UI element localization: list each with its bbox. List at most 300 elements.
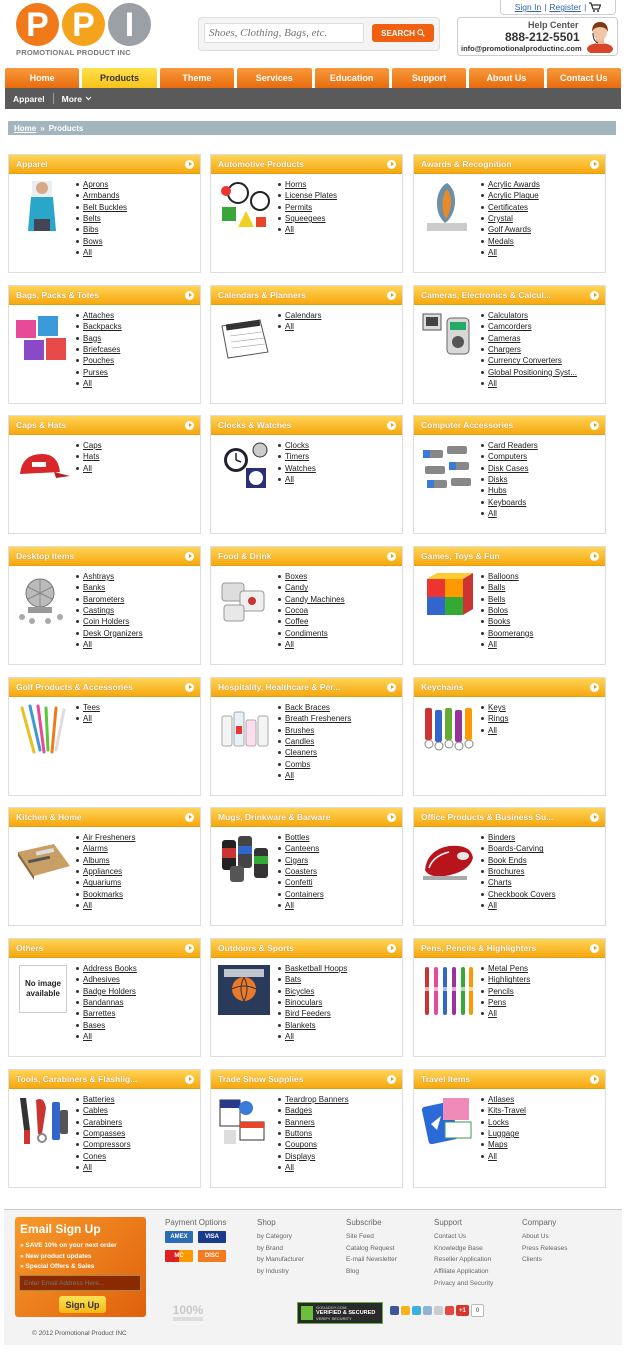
product-thumbnail-image[interactable] [216,702,272,756]
product-thumbnail-image[interactable] [14,179,70,233]
category-link-item [76,1105,131,1116]
subcategory-link[interactable]: Adhesives [83,975,120,985]
subcategory-link[interactable]: Hubs [488,486,507,496]
category-header[interactable] [211,678,402,697]
view-all-link[interactable]: All [285,901,294,911]
subcategory-link[interactable]: Golf Awards [488,225,531,235]
subcategory-link[interactable]: Backpacks [83,322,122,332]
subcategory-link[interactable]: Purses [83,367,108,377]
category-title: Pens, Pencils & Highlighters [421,943,537,953]
subcategory-link[interactable]: Compressors [83,1140,131,1150]
logo-letter-p2: P [62,3,105,46]
product-thumbnail-image[interactable] [419,832,475,886]
subcategory-link[interactable]: Rings [488,714,509,724]
category-link-list [481,702,508,736]
subcategory-link[interactable]: Disks [488,475,508,485]
subcategory-link[interactable]: Balls [488,583,506,593]
subcategory-link[interactable]: Calculators [488,311,529,320]
category-link-item [76,605,143,616]
subcategory-link[interactable]: Containers [285,889,324,899]
category-header[interactable] [211,1070,402,1089]
tab-support[interactable]: Support [392,68,466,88]
arrow-right-icon[interactable] [387,421,396,430]
arrow-right-icon[interactable] [185,160,194,169]
subcategory-link[interactable]: Bolos [488,606,509,616]
view-all-link[interactable]: All [488,1009,497,1019]
category-header[interactable] [414,547,605,566]
category-food-drink [210,546,403,665]
product-thumbnail-image[interactable] [14,440,70,494]
subcategory-link[interactable]: Candy Machines [285,594,345,604]
subcategory-link[interactable]: Chargers [488,345,521,355]
subcategory-link[interactable]: Currency Converters [488,356,562,366]
footer-link[interactable]: Clients [522,1256,542,1264]
signup-benefits [20,1241,117,1273]
subcategory-link[interactable]: Breath Fresheners [285,714,352,724]
product-thumbnail-image[interactable] [419,179,475,233]
subcategory-link[interactable]: Carabiners [83,1117,123,1127]
view-all-link[interactable]: All [285,322,294,332]
subcategory-link[interactable]: Confetti [285,878,313,888]
category-header[interactable] [211,155,402,174]
category-header[interactable] [414,286,605,305]
subcategory-link[interactable]: Barometers [83,594,125,604]
category-header[interactable] [9,155,200,174]
subcategory-link[interactable]: Squeegees [285,214,326,224]
subcategory-link[interactable]: Aprons [83,180,109,189]
view-all-link[interactable]: All [488,640,497,650]
footer-link[interactable]: Blog [346,1268,360,1276]
subcategory-link[interactable]: Certificates [488,202,529,212]
category-title: Keychains [421,682,464,692]
subcategory-link[interactable]: Teardrop Banners [285,1095,349,1104]
godaddy-verified-badge[interactable] [297,1302,383,1324]
subcategory-link[interactable]: Timers [285,452,310,462]
subcategory-link[interactable]: Cameras [488,333,521,343]
category-pens-pencils-highlighters [413,938,606,1057]
subcategory-link[interactable]: Kits-Travel [488,1106,526,1116]
category-link-item [481,355,577,366]
subcategory-link[interactable]: Acrylic Plaque [488,191,539,201]
view-all-link[interactable]: All [83,463,92,473]
view-all-link[interactable]: All [83,248,92,258]
breadcrumb-home[interactable]: Home [14,123,37,133]
category-title: Travel Items [421,1074,471,1084]
category-link-item [76,974,137,985]
subcategory-link[interactable]: Pencils [488,986,514,996]
email-share-icon[interactable] [423,1306,432,1315]
view-all-link[interactable]: All [285,1163,294,1173]
subcategory-link[interactable]: Boards-Carving [488,844,544,854]
category-link-item [76,179,127,190]
subcategory-link[interactable]: Bottles [285,833,310,842]
arrow-right-icon[interactable] [387,944,396,953]
arrow-right-icon[interactable] [387,1075,396,1084]
toplinks-separator: | [544,2,547,12]
category-header[interactable] [211,416,402,435]
subcategory-link[interactable]: Card Readers [488,441,538,450]
subcategory-link[interactable]: Basketball Hoops [285,964,348,973]
view-all-link[interactable]: All [285,1032,294,1042]
subcategory-link[interactable]: Pens [488,998,507,1008]
footer-link[interactable]: Press Releases [522,1244,568,1252]
product-thumbnail-image[interactable] [216,179,272,233]
subcategory-link[interactable]: Belt Buckles [83,202,128,212]
category-link-item [76,616,143,627]
category-title: Food & Drink [218,551,272,561]
product-thumbnail-image[interactable] [14,702,70,756]
subcategory-link[interactable]: Canteens [285,844,320,854]
subcategory-link[interactable]: Calendars [285,311,322,320]
category-link-item [481,247,540,258]
subcategory-link[interactable]: Candy [285,583,309,593]
subcategory-link[interactable]: Permits [285,202,313,212]
category-header[interactable] [211,808,402,827]
subcategory-link[interactable]: Checkbook Covers [488,889,556,899]
arrow-right-icon[interactable] [387,552,396,561]
category-header[interactable] [9,939,200,958]
email-field[interactable] [19,1275,141,1291]
subcategory-link[interactable]: Bells [488,594,506,604]
category-link-item [481,202,540,213]
category-link-item [76,594,143,605]
subcategory-link[interactable]: Horns [285,180,307,189]
category-link-item [481,1128,526,1139]
subcategory-link[interactable]: Balloons [488,572,519,581]
footer-link[interactable]: Contact Us [434,1233,467,1240]
facebook-icon[interactable] [390,1306,399,1315]
category-hospitality-healthcare-per [210,677,403,796]
subcategory-link[interactable]: Luggage [488,1129,520,1139]
footer-link[interactable]: by Brand [257,1244,284,1252]
subcategory-link[interactable]: Crystal [488,214,513,224]
category-header[interactable] [9,678,200,697]
subcategory-link[interactable]: Displays [285,1151,316,1161]
subcategory-link[interactable]: Blankets [285,1020,316,1030]
footer-link[interactable]: by Category [257,1233,293,1240]
category-link-item [278,582,345,593]
subcategory-link[interactable]: Computers [488,452,528,462]
view-all-link[interactable]: All [83,714,92,724]
tab-contact-us[interactable]: Contact Us [547,68,621,88]
footer-link[interactable]: Privacy and Security [434,1279,494,1287]
arrow-right-icon[interactable] [590,291,599,300]
arrow-right-icon[interactable] [590,944,599,953]
help-email[interactable]: info@promotionalproductinc.com [461,44,582,53]
subcategory-link[interactable]: Disk Cases [488,463,529,473]
view-all-link[interactable]: All [488,509,497,519]
subcategory-link[interactable]: Desk Organizers [83,628,143,638]
subcategory-link[interactable]: Book Ends [488,855,527,865]
category-link-item [481,367,577,378]
subcategory-link[interactable]: Atlases [488,1095,515,1104]
tab-education[interactable]: Education [315,68,389,88]
category-link-item [76,224,127,235]
subcategory-link[interactable]: Bows [83,236,103,246]
arrow-right-icon[interactable] [387,683,396,692]
subcategory-link[interactable]: Clocks [285,441,310,450]
print-icon[interactable] [434,1306,443,1315]
subcategory-link[interactable]: Keyboards [488,497,527,507]
product-thumbnail-image[interactable] [419,702,475,756]
arrow-right-icon[interactable] [185,421,194,430]
category-link-item [76,310,122,321]
arrow-right-icon[interactable] [590,421,599,430]
category-header[interactable] [211,939,402,958]
subcategory-link[interactable]: Bibs [83,225,99,235]
subcategory-link[interactable]: Watches [285,463,316,473]
subcategory-link[interactable]: Buttons [285,1129,313,1139]
subcategory-link[interactable]: Caps [83,441,102,450]
twitter-icon[interactable] [412,1306,421,1315]
subcategory-link[interactable]: Brushes [285,725,315,735]
arrow-right-icon[interactable] [387,160,396,169]
subcategory-link[interactable]: Cones [83,1151,107,1161]
arrow-right-icon[interactable] [387,813,396,822]
subcategory-link[interactable]: Barrettes [83,1009,116,1019]
view-all-link[interactable]: All [83,901,92,911]
subcategory-link[interactable]: Candles [285,737,315,747]
subcategory-link[interactable]: Brochures [488,867,525,877]
arrow-right-icon[interactable] [185,1075,194,1084]
arrow-right-icon[interactable] [387,291,396,300]
subcategory-link[interactable]: Boomerangs [488,628,534,638]
category-header[interactable] [414,808,605,827]
product-thumbnail-image[interactable] [216,571,272,625]
subcategory-link[interactable]: Condiments [285,628,328,638]
subcategory-link[interactable]: Banners [285,1117,315,1127]
tab-services[interactable]: Services [237,68,311,88]
subcategory-link[interactable]: Coin Holders [83,617,130,627]
view-all-link[interactable]: All [83,640,92,650]
subcategory-link[interactable]: Bicycles [285,986,315,996]
category-header[interactable] [211,286,402,305]
category-link-item [278,1008,347,1019]
tab-theme[interactable]: Theme [160,68,234,88]
category-header[interactable] [9,547,200,566]
category-link-item [481,986,530,997]
sign-up-button[interactable]: Sign Up [59,1296,106,1313]
tab-products[interactable]: Products [82,68,156,88]
category-link-item [76,1117,131,1128]
category-header[interactable] [9,416,200,435]
subcategory-link[interactable]: Cleaners [285,748,318,758]
subcategory-link[interactable]: Air Fresheners [83,833,136,842]
arrow-right-icon[interactable] [185,683,194,692]
product-thumbnail-image[interactable] [216,1094,272,1148]
subcategory-link[interactable]: Coasters [285,867,318,877]
subcategory-link[interactable]: Global Positioning Syst... [488,367,577,377]
product-thumbnail-image[interactable] [419,571,475,625]
footer-link[interactable]: by Industry [257,1268,289,1276]
view-all-link[interactable]: All [83,1163,92,1173]
category-link-list [278,702,351,781]
category-title: Caps & Hats [16,420,67,430]
subcategory-link[interactable]: Highlighters [488,975,531,985]
subcategory-link[interactable]: Cigars [285,855,309,865]
product-thumbnail-image[interactable] [216,963,272,1017]
product-thumbnail-image[interactable] [14,1094,70,1148]
subcategory-link[interactable]: Back Braces [285,703,330,712]
share-count: 0 [471,1304,484,1317]
arrow-right-icon[interactable] [185,813,194,822]
view-all-link[interactable]: All [83,1032,92,1042]
category-header[interactable] [414,1070,605,1089]
subcategory-link[interactable]: Pouches [83,356,115,366]
subcategory-link[interactable]: Acrylic Awards [488,180,540,189]
category-link-item [278,463,316,474]
category-title: Awards & Recognition [421,159,512,169]
share-plus-icon[interactable] [445,1306,454,1315]
view-all-link[interactable]: All [488,901,497,911]
footer-link[interactable]: About Us [522,1233,549,1240]
google-plus-one-button[interactable]: +1 [456,1305,469,1316]
subcategory-link[interactable]: Bases [83,1020,106,1030]
category-header[interactable] [414,155,605,174]
product-thumbnail-image[interactable] [216,832,272,886]
category-apparel [8,154,201,273]
footer-link[interactable]: E-mail Newsletter [346,1256,397,1264]
subcategory-link[interactable]: Boxes [285,572,308,581]
view-all-link[interactable]: All [488,379,497,389]
category-title: Mugs, Drinkware & Barware [218,812,331,822]
no-image-placeholder[interactable]: No image available [19,965,67,1013]
category-link-item [278,725,351,736]
view-all-link[interactable]: All [83,379,92,389]
arrow-right-icon[interactable] [590,813,599,822]
subcategory-link[interactable]: Hats [83,452,100,462]
category-header[interactable] [9,808,200,827]
view-all-link[interactable]: All [285,475,294,485]
subcategory-link[interactable]: Attaches [83,311,115,320]
product-thumbnail-image[interactable] [419,310,475,364]
subcategory-link[interactable]: Combs [285,759,311,769]
subcategory-link[interactable]: Ashtrays [83,572,115,581]
product-thumbnail-image[interactable] [14,832,70,886]
subcategory-link[interactable]: Metal Pens [488,964,529,973]
subcategory-link[interactable]: Bats [285,975,302,985]
subcategory-link[interactable]: Charts [488,878,512,888]
subcategory-link[interactable]: Maps [488,1140,508,1150]
subcategory-link[interactable]: Medals [488,236,514,246]
rss-icon[interactable] [401,1306,410,1315]
sign-in-link[interactable]: Sign In [514,2,542,12]
category-header[interactable] [414,678,605,697]
subcategory-link[interactable]: Camcorders [488,322,532,332]
product-thumbnail-image[interactable] [14,310,70,364]
arrow-right-icon[interactable] [185,291,194,300]
category-link-item [481,236,540,247]
view-all-link[interactable]: All [488,248,497,258]
arrow-right-icon[interactable] [590,683,599,692]
category-link-list [278,310,321,333]
category-header[interactable] [414,939,605,958]
register-link[interactable]: Register [549,2,582,12]
subcategory-link[interactable]: Keys [488,703,506,712]
subcategory-link[interactable]: Aquariums [83,878,122,888]
product-thumbnail-image[interactable] [216,310,272,364]
arrow-right-icon[interactable] [590,552,599,561]
footer-link[interactable]: Reseller Application [434,1256,492,1264]
subcategory-link[interactable]: Armbands [83,191,120,201]
view-all-link[interactable]: All [285,225,294,235]
category-header[interactable] [414,416,605,435]
subcategory-link[interactable]: Albums [83,855,110,865]
category-link-list [76,440,102,474]
tab-home[interactable]: Home [5,68,79,88]
subcategory-link[interactable]: Books [488,617,511,627]
subcategory-link[interactable]: Binoculars [285,998,323,1008]
product-thumbnail-image[interactable] [419,963,475,1017]
product-thumbnail-image[interactable] [216,440,272,494]
category-link-item [481,974,530,985]
subcategory-link[interactable]: Compasses [83,1129,126,1139]
subcategory-link[interactable]: Belts [83,214,101,224]
category-header[interactable] [9,1070,200,1089]
subcategory-link[interactable]: Cables [83,1106,108,1116]
product-thumbnail-image[interactable] [14,571,70,625]
view-all-link[interactable]: All [285,640,294,650]
subcategory-link[interactable]: Coffee [285,617,309,627]
subcategory-link[interactable]: Badges [285,1106,313,1116]
subcategory-link[interactable]: Batteries [83,1095,115,1104]
subcategory-link[interactable]: Locks [488,1117,509,1127]
footer-link[interactable]: Affiliate Application [434,1268,489,1276]
subcategory-link[interactable]: Binders [488,833,516,842]
category-title: Clocks & Watches [218,420,292,430]
subcategory-link[interactable]: Bandannas [83,998,124,1008]
subcategory-link[interactable]: Banks [83,583,106,593]
category-link-item [76,639,143,650]
view-all-link[interactable]: All [285,771,294,781]
footer-link[interactable]: by Manufacturer [257,1256,304,1264]
product-thumbnail-image[interactable] [419,1094,475,1148]
subcategory-link[interactable]: Briefcases [83,345,121,355]
subcategory-link[interactable]: License Plates [285,191,338,201]
view-all-link[interactable]: All [488,725,497,735]
subcategory-link[interactable]: Alarms [83,844,108,854]
footer-link[interactable]: Site Feed [346,1233,374,1240]
subcategory-link[interactable]: Badge Holders [83,986,136,996]
footer-link[interactable]: Knowledge Base [434,1244,483,1252]
category-header[interactable] [9,286,200,305]
subcategory-link[interactable]: Cocoa [285,606,309,616]
category-link-item [278,866,324,877]
arrow-right-icon[interactable] [185,944,194,953]
subcategory-link[interactable]: Tees [83,703,100,712]
subcategory-link[interactable]: Appliances [83,867,123,877]
subcategory-link[interactable]: Coupons [285,1140,318,1150]
footer-link[interactable]: Catalog Request [346,1244,395,1252]
arrow-right-icon[interactable] [590,1075,599,1084]
subcategory-link[interactable]: Castings [83,606,115,616]
arrow-right-icon[interactable] [185,552,194,561]
view-all-link[interactable]: All [488,1151,497,1161]
product-thumbnail-image[interactable] [419,440,475,494]
subcategory-link[interactable]: Bird Feeders [285,1009,331,1019]
godaddy-shield-icon [301,1306,313,1320]
category-header[interactable] [211,547,402,566]
category-link-item [278,571,345,582]
subcategory-link[interactable]: Bags [83,333,102,343]
subnav-apparel[interactable]: Apparel [13,93,45,104]
category-link-item [76,355,122,366]
subcategory-link[interactable]: Address Books [83,964,137,973]
subcategory-link[interactable]: Bookmarks [83,889,124,899]
arrow-right-icon[interactable] [590,160,599,169]
tab-about-us[interactable]: About Us [469,68,543,88]
category-link-item [481,605,533,616]
